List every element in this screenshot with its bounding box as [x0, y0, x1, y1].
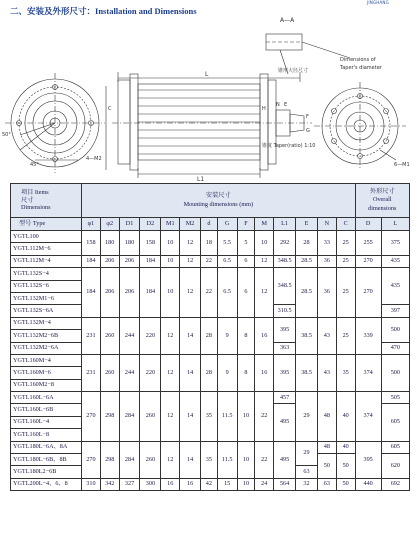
table-cell: 500: [381, 354, 409, 391]
table-cell: 206: [119, 268, 140, 318]
table-cell: 40: [336, 392, 355, 442]
table-cell: 231: [82, 317, 101, 354]
table-cell: 184: [82, 268, 101, 318]
table-cell: 9: [217, 317, 237, 354]
table-cell: 10: [161, 231, 180, 256]
table-cell: 184: [140, 268, 161, 318]
table-cell: 5: [237, 231, 255, 256]
table-cell: 38.5: [296, 354, 318, 391]
col-header: d: [201, 218, 218, 231]
table-cell: 40: [336, 441, 355, 453]
table-cell: 22: [255, 392, 274, 442]
table-cell: 14: [180, 317, 201, 354]
table-cell: 16: [255, 354, 274, 391]
table-cell: 180: [119, 231, 140, 256]
table-cell: 50: [317, 454, 336, 479]
model-cell: YGTL160L−4: [11, 416, 82, 428]
table-cell: 564: [274, 478, 296, 490]
table-cell: 36: [317, 268, 336, 318]
table-cell: 43: [317, 317, 336, 354]
axial-N: N: [276, 102, 280, 108]
table-cell: 435: [381, 268, 409, 305]
table-row: [11, 392, 410, 404]
col-header: F: [237, 218, 255, 231]
col-header: G: [217, 218, 237, 231]
table-cell: 260: [140, 392, 161, 442]
header-model: 型号 Type: [11, 218, 82, 231]
table-cell: 310.5: [274, 305, 296, 317]
table-cell: 206: [100, 255, 119, 267]
table-cell: 605: [381, 441, 409, 453]
table-cell: 342: [100, 478, 119, 490]
col-header: E: [296, 218, 318, 231]
table-cell: 22: [201, 255, 218, 267]
table-cell: 270: [355, 255, 381, 267]
table-cell: 440: [355, 478, 381, 490]
table-cell: 22: [201, 268, 218, 318]
table-cell: 310: [82, 478, 101, 490]
table-cell: 25: [336, 231, 355, 256]
model-cell: YGTL132M−4: [11, 317, 82, 329]
table-cell: 35: [336, 354, 355, 391]
table-cell: 12: [180, 255, 201, 267]
table-cell: 12: [161, 354, 180, 391]
table-cell: 374: [355, 392, 381, 442]
model-cell: YGTL160M2−8: [11, 379, 82, 391]
table-cell: 15: [217, 478, 237, 490]
table-cell: 260: [100, 317, 119, 354]
table-cell: 48: [317, 392, 336, 442]
table-row: [11, 255, 410, 267]
table-row: [11, 317, 410, 329]
m2-label: 4—M2: [86, 156, 102, 162]
table-cell: 206: [119, 255, 140, 267]
table-cell: 327: [119, 478, 140, 490]
table-cell: 14: [180, 354, 201, 391]
table-row: [11, 441, 410, 453]
table-cell: 29: [296, 441, 318, 466]
col-header: L: [381, 218, 409, 231]
table-cell: 270: [82, 392, 101, 442]
dimensions-table: [10, 183, 410, 491]
table-cell: 270: [82, 441, 101, 478]
axial-F: F: [306, 114, 309, 120]
table-cell: 231: [82, 354, 101, 391]
table-cell: 12: [161, 317, 180, 354]
axial-G: G: [306, 128, 310, 134]
table-cell: 16: [255, 317, 274, 354]
table-cell: 395: [274, 354, 296, 391]
table-cell: 50: [336, 478, 355, 490]
table-cell: 18: [201, 231, 218, 256]
table-cell: 63: [296, 466, 318, 478]
table-cell: 10: [161, 268, 180, 318]
table-cell: 158: [140, 231, 161, 256]
table-cell: 6.5: [217, 255, 237, 267]
dim-L: L: [205, 71, 209, 78]
model-cell: YGTL132S−6A: [11, 305, 82, 317]
table-row: [11, 478, 410, 490]
table-cell: 495: [274, 404, 296, 441]
model-cell: YGTL180L−6A、8A: [11, 441, 82, 453]
table-cell: 500: [381, 317, 409, 342]
table-cell: 6: [237, 255, 255, 267]
table-cell: 270: [355, 268, 381, 318]
m1-label: 6—M1: [394, 162, 410, 168]
table-cell: 244: [119, 354, 140, 391]
table-cell: 180: [100, 231, 119, 256]
table-cell: 284: [119, 441, 140, 478]
motor-body: [106, 74, 312, 170]
table-cell: 395: [274, 317, 296, 342]
table-cell: 33: [317, 231, 336, 256]
table-cell: 10: [161, 255, 180, 267]
table-cell: 12: [180, 231, 201, 256]
table-cell: 10: [237, 478, 255, 490]
header-mounting: 安装尺寸 Mounting dimensions (mm): [82, 184, 356, 218]
header-overall: 外形尺寸 Overall dimensions: [355, 184, 409, 218]
table-cell: 348.5: [274, 268, 296, 305]
table-cell: 28: [201, 317, 218, 354]
table-cell: 10: [255, 231, 274, 256]
table-cell: 184: [140, 255, 161, 267]
axial-H: H: [262, 106, 266, 112]
table-cell: 158: [82, 231, 101, 256]
taper-zh-label: 锥形大径尺寸: [278, 68, 309, 74]
table-cell: 395: [355, 441, 381, 478]
table-cell: 505: [381, 392, 409, 404]
taper-en-label-1: Dimensions of: [340, 57, 376, 63]
table-cell: 16: [180, 478, 201, 490]
col-header: C: [336, 218, 355, 231]
brand-logo: JINGHANG: [367, 0, 389, 5]
table-cell: 495: [274, 441, 296, 478]
table-cell: 260: [100, 354, 119, 391]
table-cell: 12: [255, 255, 274, 267]
model-cell: YGTL160M−4: [11, 354, 82, 366]
table-cell: 12: [180, 268, 201, 318]
table-row: [11, 231, 410, 243]
model-cell: YGTL160L−8: [11, 429, 82, 441]
table-cell: 36: [317, 255, 336, 267]
col-header: φ2: [100, 218, 119, 231]
table-cell: 42: [201, 478, 218, 490]
section-label: A—A: [280, 17, 295, 24]
col-header: M1: [161, 218, 180, 231]
table-cell: 692: [381, 478, 409, 490]
table-cell: 14: [180, 441, 201, 478]
table-cell: 14: [180, 392, 201, 442]
table-cell: 16: [161, 478, 180, 490]
table-row: [11, 268, 410, 280]
table-cell: 348.5: [274, 255, 296, 267]
model-cell: YGTL160L−6A: [11, 392, 82, 404]
table-cell: 11.5: [217, 392, 237, 442]
table-cell: 12: [255, 268, 274, 318]
model-cell: YGTL132M2−6A: [11, 342, 82, 354]
table-cell: 35: [201, 441, 218, 478]
table-cell: 25: [336, 317, 355, 354]
dimension-lines: [118, 72, 300, 178]
model-cell: YGTL132S−4: [11, 268, 82, 280]
table-cell: 12: [161, 441, 180, 478]
table-cell: 220: [140, 354, 161, 391]
table-cell: 28: [201, 354, 218, 391]
angle-label: 50°: [2, 132, 11, 138]
table-cell: 6: [237, 268, 255, 318]
table-cell: 5.5: [217, 231, 237, 256]
table-cell: 25: [336, 255, 355, 267]
table-cell: 435: [381, 255, 409, 267]
table-row: [11, 354, 410, 366]
table-cell: 12: [161, 392, 180, 442]
table-cell: 22: [255, 441, 274, 478]
table-cell: 38.5: [296, 317, 318, 354]
col-header: M2: [180, 218, 201, 231]
table-cell: 25: [336, 268, 355, 318]
taper-en-label-2: Taper's diameter: [340, 65, 382, 71]
table-cell: 375: [381, 231, 409, 256]
model-cell: YGTL132M1−6: [11, 292, 82, 304]
table-cell: 24: [255, 478, 274, 490]
col-header: D2: [140, 218, 161, 231]
table-cell: 28: [296, 231, 318, 256]
table-cell: 9: [217, 354, 237, 391]
table-cell: 29: [296, 392, 318, 442]
title-en: Installation and Dimensions: [95, 6, 197, 16]
table-cell: 43: [317, 354, 336, 391]
col-header: D: [355, 218, 381, 231]
table-cell: 6.5: [217, 268, 237, 318]
table-cell: 8: [237, 317, 255, 354]
table-cell: 255: [355, 231, 381, 256]
table-cell: 220: [140, 317, 161, 354]
dimension-drawing: [0, 10, 420, 182]
col-header: L1: [274, 218, 296, 231]
model-cell: YGTL112M−4: [11, 255, 82, 267]
model-cell: YGTL160M−6: [11, 367, 82, 379]
model-cell: YGTL180L−6B、8B: [11, 454, 82, 466]
table-cell: 284: [119, 392, 140, 442]
table-cell: 470: [381, 342, 409, 354]
table-cell: 374: [355, 354, 381, 391]
table-cell: 35: [201, 392, 218, 442]
table-cell: 260: [140, 441, 161, 478]
axial-E: E: [284, 102, 288, 108]
table-cell: 292: [274, 231, 296, 256]
table-cell: 300: [140, 478, 161, 490]
table-cell: 620: [381, 454, 409, 479]
table-cell: 457: [274, 392, 296, 404]
table-cell: 50: [336, 454, 355, 479]
table-cell: 32: [296, 478, 318, 490]
table-cell: 28.5: [296, 268, 318, 318]
table-cell: 363: [274, 342, 296, 354]
model-cell: YGTL200L−4、6、8: [11, 478, 82, 490]
table-cell: 298: [100, 392, 119, 442]
motor-drawing-svg: [0, 10, 420, 182]
header-items: 项目 Items 尺寸 Dimensions: [11, 184, 82, 218]
col-header: N: [317, 218, 336, 231]
model-cell: YGTL100: [11, 231, 82, 243]
table-cell: 28.5: [296, 255, 318, 267]
dim-L1: L1: [197, 176, 205, 182]
table-cell: 339: [355, 317, 381, 354]
table-cell: 298: [100, 441, 119, 478]
taper-note: 锥度 Taper(ratio) 1:10: [262, 143, 316, 149]
col-header: M: [255, 218, 274, 231]
table-cell: 184: [82, 255, 101, 267]
model-cell: YGTL112M−6: [11, 243, 82, 255]
model-cell: YGTL132S−6: [11, 280, 82, 292]
table-cell: 605: [381, 404, 409, 441]
right-end-view: [314, 82, 406, 170]
col-header: D1: [119, 218, 140, 231]
table-cell: 8: [237, 354, 255, 391]
col-header: φ1: [82, 218, 101, 231]
table-cell: 397: [381, 305, 409, 317]
table-cell: 11.5: [217, 441, 237, 478]
table-cell: 10: [237, 441, 255, 478]
table-cell: 63: [317, 478, 336, 490]
table-cell: 10: [237, 392, 255, 442]
model-cell: YGTL160L−6B: [11, 404, 82, 416]
model-cell: YGTL180L2−6B: [11, 466, 82, 478]
table-cell: 206: [100, 268, 119, 318]
table-cell: 244: [119, 317, 140, 354]
table-cell: 48: [317, 441, 336, 453]
angle2-label: 45°: [30, 162, 39, 168]
model-cell: YGTL132M2−6B: [11, 330, 82, 342]
axial-C: C: [108, 106, 112, 112]
title-zh: 二、安装及外形尺寸：: [10, 7, 96, 17]
